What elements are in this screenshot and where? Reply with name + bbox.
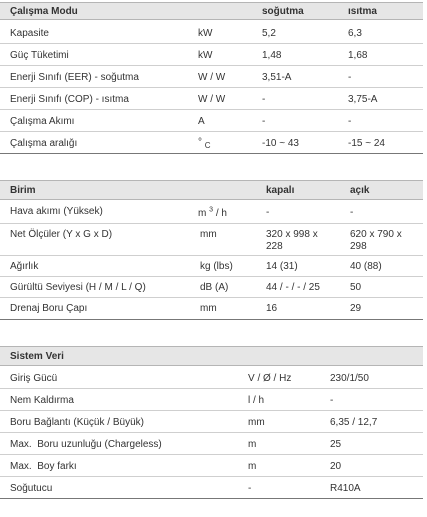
row-label: Nem Kaldırma bbox=[10, 395, 74, 406]
row-value-acik: 620 x 790 x 298 bbox=[350, 229, 402, 252]
sistem-title: Sistem Veri bbox=[10, 351, 64, 362]
sistem-row-sogutucu bbox=[0, 477, 423, 499]
row-value-kapali: 16 bbox=[266, 303, 278, 314]
unit-exponent: 3 bbox=[209, 206, 214, 214]
row-value-isitma: - bbox=[348, 116, 352, 127]
row-value-kapali: 14 (31) bbox=[266, 261, 298, 272]
row-label: Soğutucu bbox=[10, 483, 53, 494]
row-unit: mm bbox=[200, 229, 217, 240]
sistem-row-boy-farki bbox=[0, 455, 423, 477]
row-label: Enerji Sınıfı (EER) - soğutma bbox=[10, 72, 139, 83]
sistem-row-boru-baglanti bbox=[0, 411, 423, 433]
birim-row-agirlik bbox=[0, 256, 423, 277]
row-unit: m bbox=[248, 461, 257, 472]
row-label: Giriş Gücü bbox=[10, 373, 58, 384]
row-unit: W / W bbox=[198, 94, 226, 105]
row-label: Çalışma Akımı bbox=[10, 116, 75, 127]
row-unit: kg (lbs) bbox=[200, 261, 233, 272]
row-value-sogutma: 5,2 bbox=[262, 28, 276, 39]
sistem-row-giris-gucu bbox=[0, 367, 423, 389]
unit-m: m bbox=[198, 208, 207, 219]
calisma-row-cop bbox=[0, 88, 423, 110]
row-value: 6,35 / 12,7 bbox=[330, 417, 378, 428]
row-value-isitma: -15 ~ 24 bbox=[348, 138, 385, 149]
row-value-isitma: 6,3 bbox=[348, 28, 362, 39]
row-value: R410A bbox=[330, 483, 361, 494]
calisma-col-isitma: ısıtma bbox=[348, 6, 377, 17]
row-label: Ağırlık bbox=[10, 261, 39, 272]
row-label: Max. Boy farkı bbox=[10, 461, 77, 472]
sistem-row-nem-kaldirma bbox=[0, 389, 423, 411]
row-label: Enerji Sınıfı (COP) - ısıtma bbox=[10, 94, 129, 105]
birim-row-net-olculer bbox=[0, 224, 423, 256]
unit-celsius: C bbox=[204, 141, 211, 150]
row-value: 25 bbox=[330, 439, 342, 450]
row-unit bbox=[198, 208, 227, 220]
row-label: Drenaj Boru Çapı bbox=[10, 303, 88, 314]
row-unit: V / Ø / Hz bbox=[248, 373, 292, 384]
row-unit: A bbox=[198, 116, 205, 127]
row-value-sogutma: - bbox=[262, 116, 266, 127]
birim-row-hava-akimi bbox=[0, 201, 423, 224]
row-value-acik: - bbox=[350, 207, 354, 218]
row-value-kapali: 44 / - / - / 25 bbox=[266, 282, 320, 293]
birim-col-acik: açık bbox=[350, 185, 370, 196]
row-value-isitma: - bbox=[348, 72, 352, 83]
birim-row-drenaj bbox=[0, 298, 423, 320]
row-value-isitma: 1,68 bbox=[348, 50, 368, 61]
row-value-sogutma: 3,51-A bbox=[262, 72, 292, 83]
row-value-sogutma: 1,48 bbox=[262, 50, 282, 61]
row-value: - bbox=[330, 395, 334, 406]
row-unit: mm bbox=[200, 303, 217, 314]
row-value: 230/1/50 bbox=[330, 373, 369, 384]
row-value-kapali: - bbox=[266, 207, 270, 218]
row-label: Net Ölçüler (Y x G x D) bbox=[10, 229, 113, 240]
row-value-acik: 29 bbox=[350, 303, 362, 314]
sistem-row-boru-uzunlugu bbox=[0, 433, 423, 455]
row-label: Güç Tüketimi bbox=[10, 50, 69, 61]
row-unit: mm bbox=[248, 417, 265, 428]
row-label: Boru Bağlantı (Küçük / Büyük) bbox=[10, 417, 144, 428]
row-value-sogutma: - bbox=[262, 94, 266, 105]
row-label: Hava akımı (Yüksek) bbox=[10, 206, 103, 217]
row-value-acik: 40 (88) bbox=[350, 261, 382, 272]
calisma-col-sogutma: soğutma bbox=[262, 6, 304, 17]
row-unit: - bbox=[248, 483, 252, 494]
birim-row-gurultu bbox=[0, 277, 423, 298]
row-value: 20 bbox=[330, 461, 342, 472]
row-unit: kW bbox=[198, 28, 213, 39]
row-label: Çalışma aralığı bbox=[10, 138, 78, 149]
row-label: Kapasite bbox=[10, 28, 49, 39]
row-label: Max. Boru uzunluğu (Chargeless) bbox=[10, 439, 162, 450]
row-unit bbox=[198, 137, 211, 149]
calisma-row-kapasite bbox=[0, 22, 423, 44]
calisma-header bbox=[0, 2, 423, 20]
birim-col-kapali: kapalı bbox=[266, 185, 295, 196]
calisma-row-guc-tuketimi bbox=[0, 44, 423, 66]
calisma-row-akim bbox=[0, 110, 423, 132]
unit-degree: ° bbox=[198, 137, 202, 148]
calisma-row-araligi bbox=[0, 132, 423, 154]
row-unit: dB (A) bbox=[200, 282, 229, 293]
birim-header bbox=[0, 180, 423, 200]
row-value-kapali: 320 x 998 x 228 bbox=[266, 229, 318, 252]
row-unit: kW bbox=[198, 50, 213, 61]
row-unit: W / W bbox=[198, 72, 226, 83]
row-unit: l / h bbox=[248, 395, 265, 406]
unit-per-hour: / h bbox=[215, 208, 227, 219]
calisma-row-eer bbox=[0, 66, 423, 88]
birim-title: Birim bbox=[10, 185, 36, 196]
sistem-header bbox=[0, 346, 423, 366]
row-value-acik: 50 bbox=[350, 282, 362, 293]
row-value-isitma: 3,75-A bbox=[348, 94, 378, 105]
row-unit: m bbox=[248, 439, 257, 450]
row-label: Gürültü Seviyesi (H / M / L / Q) bbox=[10, 282, 146, 293]
row-value-sogutma: -10 ~ 43 bbox=[262, 138, 299, 149]
calisma-title: Çalışma Modu bbox=[10, 6, 78, 17]
